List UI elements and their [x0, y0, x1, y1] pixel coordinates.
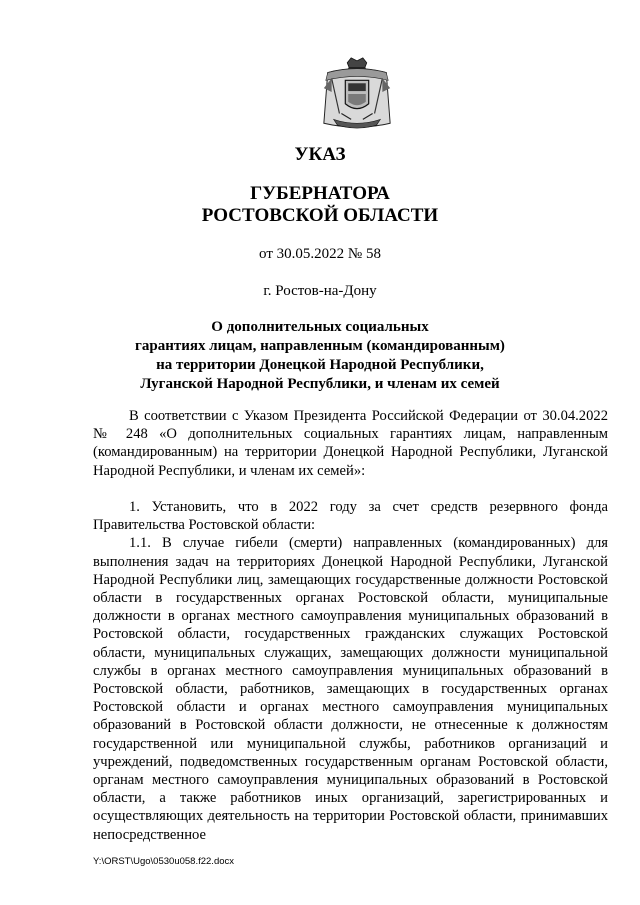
- issuer-title-line-1: ГУБЕРНАТОРА: [250, 183, 390, 204]
- subject-line: гарантиях лицам, направленным (командированным): [135, 338, 505, 354]
- clause-1-1-paragraph: 1.1. В случае гибели (смерти) направленных (командированных) для выполнения задач на территориях Донецкой Народной Республики, Луганской Народной Республики лиц, замещающих государственные должности Ростовской области в государственных органах Ростовской области, муниципальные должности в органах местного самоуправления муниципальных образований в Ростовской области, государственных гражданских служащих Ростовской области, муниципальных служащих, замещающих должности муниципальной службы в органах местного самоуправления муниципальных образований в Ростовской области, работников, замещающих в государственных органах Ростовской области и органах местного самоуправления муниципальных образований в Ростовской области должности, не отнесенные к должностям государственной или муниципальной службы, работников организаций и учреждений, подведомственных государственным органам Ростовской области, органам местного самоуправления муниципальных образований в Ростовской области, а также работников иных организаций, зарегистрированных и осуществляющих деятельность на территории Ростовской области, принимавших непосредственное: [93, 535, 608, 843]
- subject-line: Луганской Народной Республики, и членам их семей: [140, 376, 500, 392]
- city-line: г. Ростов-на-Дону: [263, 283, 377, 299]
- rostov-oblast-coat-of-arms-icon: [318, 55, 396, 133]
- preamble-paragraph: В соответствии с Указом Президента Российской Федерации от 30.04.2022 № 248 «О дополнительных социальных гарантиях лицам, направленным (командированным) на территории Донецкой Народной Республики, Луганской Народной Республики, и членам их семей»:: [93, 408, 608, 479]
- subject-line: О дополнительных социальных: [211, 319, 429, 335]
- issuer-title-line-2: РОСТОВСКОЙ ОБЛАСТИ: [201, 205, 439, 226]
- date-number-line: от 30.05.2022 № 58: [259, 246, 381, 262]
- subject-line: на территории Донецкой Народной Республики,: [156, 357, 484, 373]
- clause-1-paragraph: 1. Установить, что в 2022 году за счет средств резервного фонда Правительства Ростовской области:: [93, 499, 608, 534]
- clauses-section: [93, 498, 608, 844]
- footer-file-path: Y:\ORST\Ugo\0530u058.f22.docx: [93, 856, 235, 867]
- decree-subject: [0, 318, 640, 394]
- document-type-title: УКАЗ: [294, 144, 346, 165]
- preamble-section: [93, 407, 608, 480]
